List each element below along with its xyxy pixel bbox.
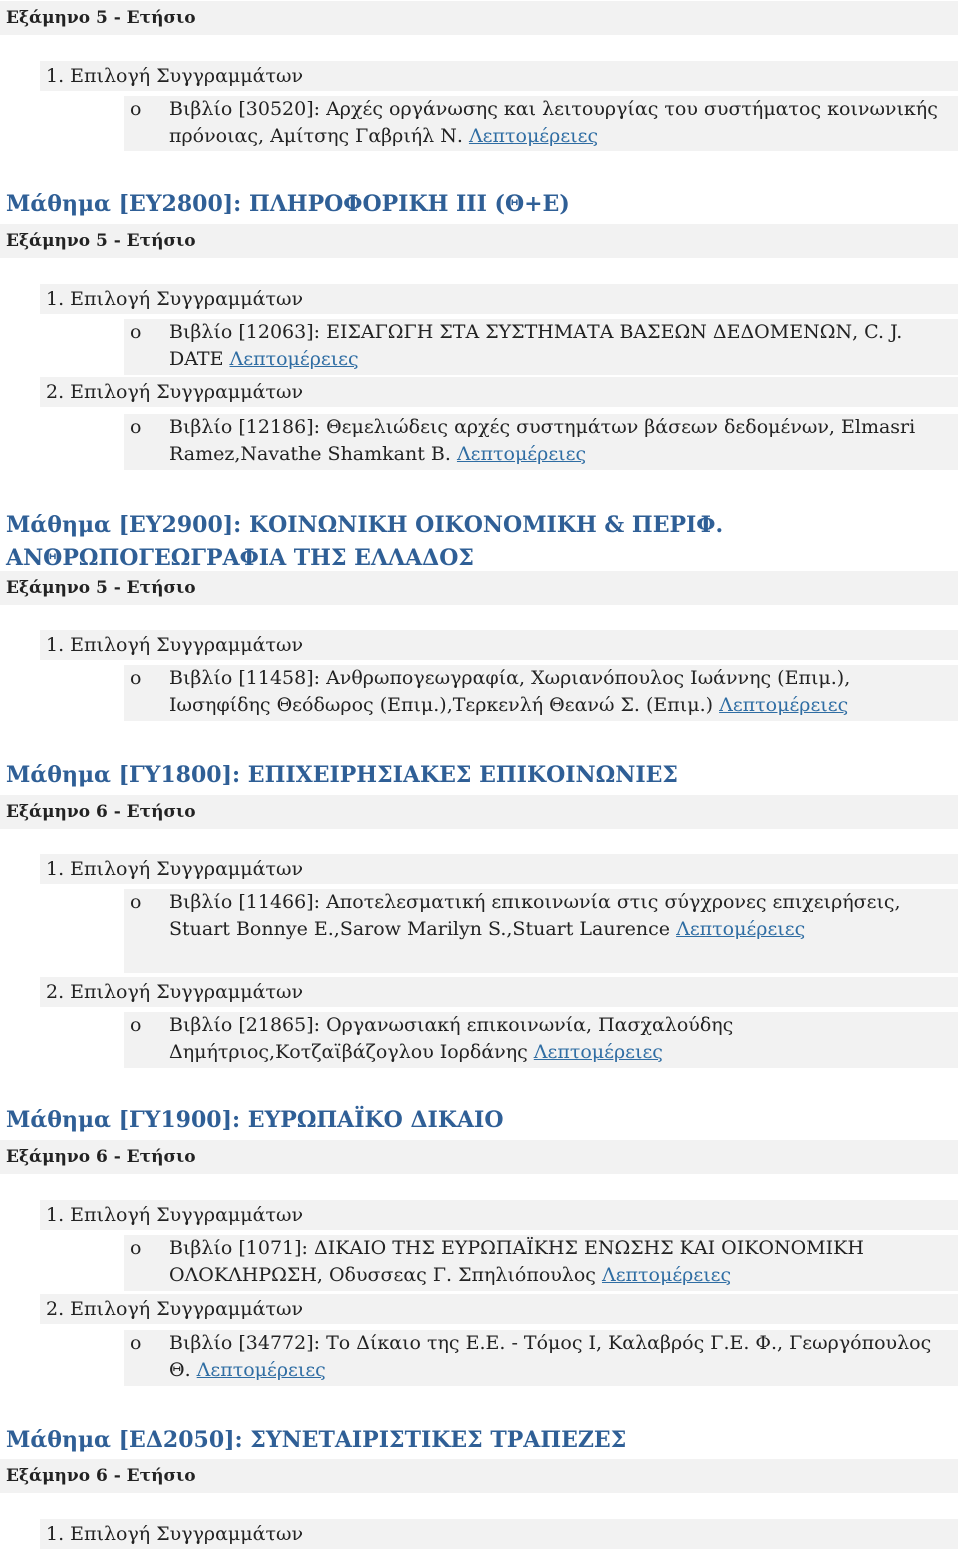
semester-label: Εξάμηνο 6 - Ετήσιο	[0, 795, 958, 829]
book-description: Βιβλίο [1071]: ΔΙΚΑΙΟ ΤΗΣ ΕΥΡΩΠΑΪΚΗΣ ΕΝΩΣΗΣ ΚΑΙ ΟΙΚΟΝΟΜΙΚΗ ΟΛΟΚΛΗΡΩΣΗ, Οδυσσεας Γ. Σπηλιόπουλος Λεπτομέρειες	[169, 1237, 864, 1286]
option-label: 1. Επιλογή Συγγραμμάτων	[40, 854, 958, 884]
option-label: 1. Επιλογή Συγγραμμάτων	[40, 61, 958, 91]
bullet: o	[130, 416, 142, 438]
option-label: 2. Επιλογή Συγγραμμάτων	[40, 377, 958, 407]
semester-label: Εξάμηνο 6 - Ετήσιο	[0, 1140, 958, 1174]
option-label: 2. Επιλογή Συγγραμμάτων	[40, 977, 958, 1007]
details-link[interactable]: Λεπτομέρειες	[468, 125, 599, 147]
bullet: o	[130, 98, 142, 120]
semester-label: Εξάμηνο 6 - Ετήσιο	[0, 1459, 958, 1493]
course-title: Μάθημα [ΓΥ1800]: ΕΠΙΧΕΙΡΗΣΙΑΚΕΣ ΕΠΙΚΟΙΝΩΝΙΕΣ	[6, 762, 678, 788]
details-link[interactable]: Λεπτομέρειες	[196, 1359, 326, 1381]
course-title: Μάθημα [ΕΔ2050]: ΣΥΝΕΤΑΙΡΙΣΤΙΚΕΣ ΤΡΑΠΕΖΕΣ	[6, 1427, 627, 1453]
bullet: o	[130, 667, 142, 689]
bullet: o	[130, 1332, 142, 1354]
book-entry	[124, 1330, 958, 1386]
book-entry	[124, 96, 958, 151]
book-description: Βιβλίο [34772]: Το Δίκαιο της Ε.Ε. - Τόμος Ι, Καλαβρός Γ.Ε. Φ., Γεωργόπουλος Θ. Λεπτομέρειες	[169, 1332, 932, 1381]
option-label: 1. Επιλογή Συγγραμμάτων	[40, 630, 958, 660]
book-description: Βιβλίο [30520]: Αρχές οργάνωσης και λειτουργίας του συστήματος κοινωνικής πρόνοιας, Αμίτσης Γαβριήλ Ν. Λεπτομέρειες	[169, 98, 938, 147]
book-entry	[124, 319, 958, 375]
course-title: Μάθημα [ΕΥ2900]: ΚΟΙΝΩΝΙΚΗ ΟΙΚΟΝΟΜΙΚΗ & ΠΕΡΙΦ. ΑΝΘΡΩΠΟΓΕΩΓΡΑΦΙΑ ΤΗΣ ΕΛΛΑΔΟΣ	[6, 512, 724, 571]
option-label: 2. Επιλογή Συγγραμμάτων	[40, 1294, 958, 1324]
details-link[interactable]: Λεπτομέρειες	[533, 1041, 663, 1063]
semester-label: Εξάμηνο 5 - Ετήσιο	[0, 1, 958, 35]
semester-label: Εξάμηνο 5 - Ετήσιο	[0, 571, 958, 605]
details-link[interactable]: Λεπτομέρειες	[676, 918, 806, 940]
bullet: o	[130, 1237, 142, 1259]
bullet: o	[130, 321, 142, 343]
details-link[interactable]: Λεπτομέρειες	[719, 694, 849, 716]
option-label: 1. Επιλογή Συγγραμμάτων	[40, 1200, 958, 1230]
course-title: Μάθημα [ΕΥ2800]: ΠΛΗΡΟΦΟΡΙΚΗ ΙΙΙ (Θ+Ε)	[6, 191, 570, 217]
details-link[interactable]: Λεπτομέρειες	[601, 1264, 732, 1286]
book-entry	[124, 1012, 958, 1068]
book-description: Βιβλίο [12063]: ΕΙΣΑΓΩΓΗ ΣΤΑ ΣΥΣΤΗΜΑΤΑ ΒΑΣΕΩΝ ΔΕΔΟΜΕΝΩΝ, C. J. DATE Λεπτομέρειες	[169, 321, 903, 370]
course-title: Μάθημα [ΓΥ1900]: ΕΥΡΩΠΑΪΚΟ ΔΙΚΑΙΟ	[6, 1107, 504, 1133]
book-description: Βιβλίο [12186]: Θεμελιώδεις αρχές συστημάτων βάσεων δεδομένων, Elmasri Ramez,Navathe Shamkant B. Λεπτομέρειες	[169, 416, 916, 465]
book-entry	[124, 889, 958, 973]
book-description: Βιβλίο [11466]: Αποτελεσματική επικοινωνία στις σύγχρονες επιχειρήσεις, Stuart Bonnye E.,Sarow Marilyn S.,Stuart Laurence Λεπτομέρειες	[169, 891, 901, 940]
book-entry	[124, 414, 958, 470]
bullet: o	[130, 891, 142, 913]
semester-label: Εξάμηνο 5 - Ετήσιο	[0, 224, 958, 258]
details-link[interactable]: Λεπτομέρειες	[229, 348, 359, 370]
book-description: Βιβλίο [11458]: Ανθρωπογεωγραφία, Χωριανόπουλος Ιωάννης (Επιμ.), Ιωσηφίδης Θεόδωρος (Επιμ.),Τερκενλή Θεανώ Σ. (Επιμ.) Λεπτομέρειες	[169, 667, 851, 716]
book-description: Βιβλίο [21865]: Οργανωσιακή επικοινωνία, Πασχαλούδης Δημήτριος,Κοτζαϊβάζογλου Ιορδάνης Λεπτομέρειες	[169, 1014, 734, 1063]
option-label: 1. Επιλογή Συγγραμμάτων	[40, 284, 958, 314]
book-entry	[124, 1235, 958, 1291]
option-label: 1. Επιλογή Συγγραμμάτων	[40, 1519, 958, 1549]
book-entry	[124, 665, 958, 721]
details-link[interactable]: Λεπτομέρειες	[456, 443, 587, 465]
bullet: o	[130, 1014, 142, 1036]
